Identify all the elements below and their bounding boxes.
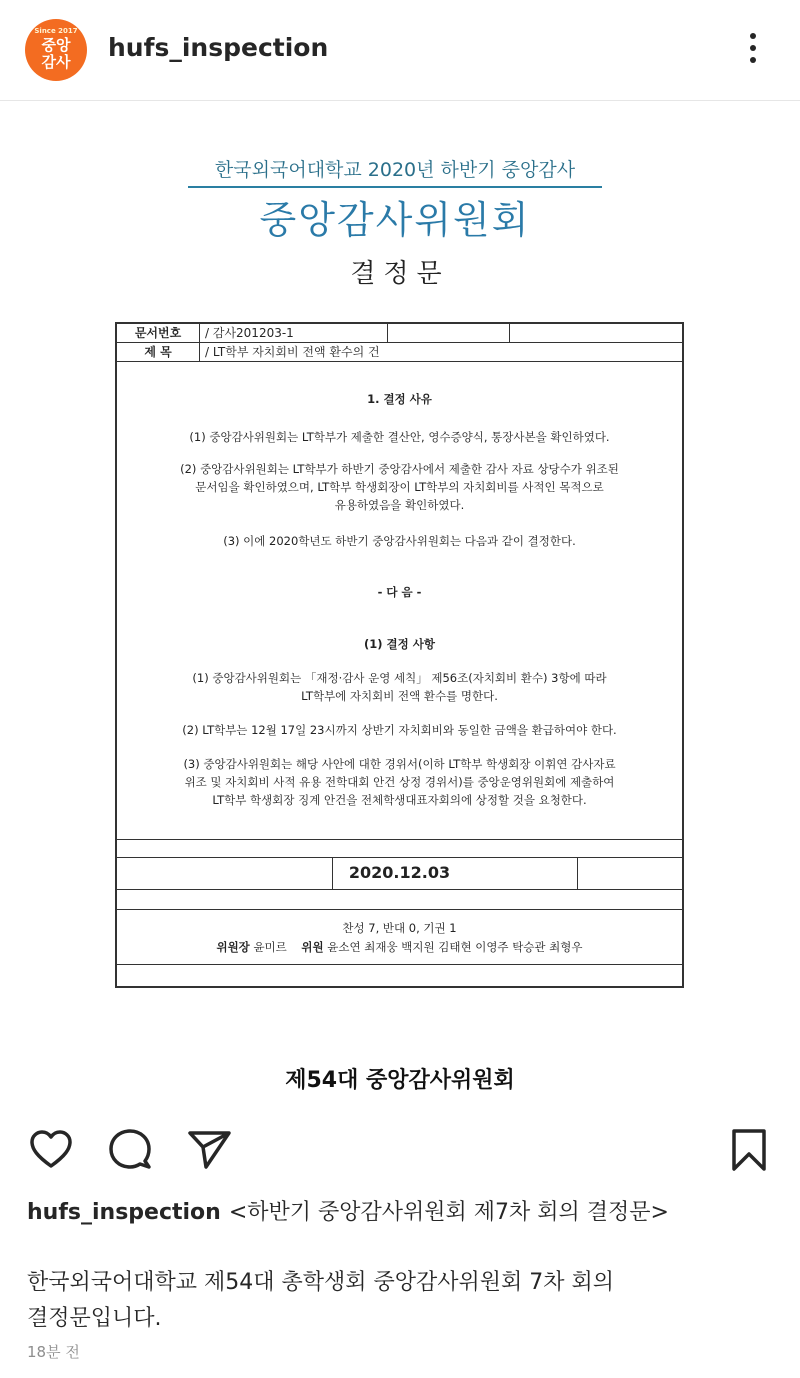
subject-value: / LT학부 자치회비 전액 환수의 건 <box>205 345 380 359</box>
doc-number-row <box>117 324 682 343</box>
username[interactable]: hufs_inspection <box>108 33 329 62</box>
action-bar <box>0 1118 800 1178</box>
reason-3: (3) 이에 2020학년도 하반기 중앙감사위원회는 다음과 같이 결정한다. <box>223 534 576 548</box>
heart-icon[interactable] <box>27 1126 75 1174</box>
doc-heading: 결정문 <box>350 259 450 289</box>
chair-label: 위원장 <box>216 940 250 954</box>
reason-2-line-2: 문서임을 확인하였으며, LT학부 학생회장이 LT학부의 자치회비를 사적인 목적으로 <box>195 480 604 494</box>
section-2-title: (1) 결정 사항 <box>364 637 435 651</box>
avatar-logo <box>32 26 80 74</box>
comment-icon[interactable] <box>106 1126 154 1174</box>
doc-footer: 제54대 중앙감사위원회 <box>285 1068 515 1093</box>
send-icon[interactable] <box>186 1126 234 1174</box>
doc-title: 중앙감사위원회 <box>259 198 531 242</box>
doc-number-label: 문서번호 <box>117 324 200 342</box>
avatar-line-2: 감사 <box>41 53 71 71</box>
post-timestamp[interactable]: 18분 전 <box>27 1343 80 1361</box>
caption <box>27 1195 777 1226</box>
committee-members <box>117 938 682 956</box>
decision-table <box>115 322 684 988</box>
members-label: 위원 <box>301 940 324 954</box>
doc-subtitle: 한국외국어대학교 2020년 하반기 중앙감사 <box>188 155 602 188</box>
avatar-since: Since 2017 <box>34 27 78 35</box>
next-marker: - 다 음 - <box>377 585 422 599</box>
section-1-title: 1. 결정 사유 <box>367 392 432 406</box>
decision-3-line-2: 위조 및 자치회비 사적 유용 전학대회 안건 상정 경위서)를 중앙운영위원회에 제출하여 <box>184 775 615 789</box>
caption-username[interactable]: hufs_inspection <box>27 1200 221 1225</box>
post-header <box>0 0 800 101</box>
reason-2-line-3: 유용하였음을 확인하였다. <box>334 498 465 512</box>
members-names: 윤소연 최재웅 백지원 김태현 이영주 탁승관 최형우 <box>327 940 583 954</box>
decision-3-line-1: (3) 중앙감사위원회는 해당 사안에 대한 경위서(이하 LT학부 학생회장 이휘연 감사자료 <box>183 757 616 771</box>
caption-text: <하반기 중앙감사위원회 제7차 회의 결정문> <box>228 1200 669 1225</box>
vote-result: 찬성 7, 반대 0, 기권 1 <box>342 921 457 935</box>
description-line-1: 한국외국어대학교 제54대 총학생회 중앙감사위원회 7차 회의 <box>27 1270 615 1295</box>
more-options-icon[interactable] <box>740 30 766 70</box>
post-image[interactable] <box>0 101 800 1113</box>
decision-1-line-2: LT학부에 자치회비 전액 환수를 명한다. <box>301 689 498 703</box>
decision-1-line-1: (1) 중앙감사위원회는 「재정·감사 운영 세칙」 제56조(자치회비 환수) 3항에 따라 <box>192 671 607 685</box>
caption-description <box>27 1265 777 1337</box>
subject-label: 제 목 <box>117 343 200 361</box>
description-line-2: 결정문입니다. <box>27 1306 162 1331</box>
avatar[interactable] <box>25 19 87 81</box>
reason-2-line-1: (2) 중앙감사위원회는 LT학부가 하반기 중앙감사에서 제출한 감사 자료 상당수가 위조된 <box>180 462 619 476</box>
reason-1: (1) 중앙감사위원회는 LT학부가 제출한 결산안, 영수증양식, 통장사본을 확인하였다. <box>189 430 610 444</box>
doc-number-value: / 감사201203-1 <box>205 326 294 340</box>
avatar-line-1: 중앙 <box>41 36 71 54</box>
chair-name: 윤미르 <box>253 940 287 954</box>
bookmark-icon[interactable] <box>725 1126 773 1174</box>
decision-date: 2020.12.03 <box>348 863 451 882</box>
decision-3-line-3: LT학부 학생회장 징계 안건을 전체학생대표자회의에 상정할 것을 요청한다. <box>212 793 587 807</box>
decision-2: (2) LT학부는 12월 17일 23시까지 상반기 자치회비와 동일한 금액을 환급하여야 한다. <box>182 723 617 737</box>
subject-row <box>117 343 682 362</box>
